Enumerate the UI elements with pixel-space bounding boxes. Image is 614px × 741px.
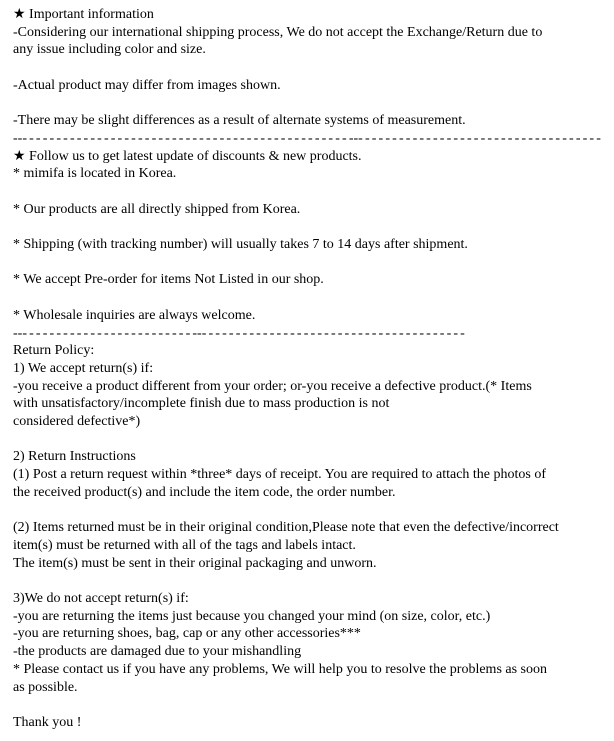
text-line <box>13 254 614 272</box>
text-line: item(s) must be returned with all of the tags and labels intact. <box>13 537 356 553</box>
section-separator-bottom <box>13 325 614 343</box>
text-line: with unsatisfactory/incomplete finish due to mass production is not <box>13 396 390 412</box>
text-line: * mimifa is located in Korea. <box>13 166 177 182</box>
text-line <box>13 431 614 449</box>
text-line <box>13 218 614 236</box>
text-line: Return Policy: <box>13 343 95 359</box>
text-line: -you are returning the items just because you changed your mind (on size, color, etc.) <box>13 608 491 624</box>
text-line: -the products are damaged due to your mishandling <box>13 644 302 660</box>
text-line: (1) Post a return request within *three* days of receipt. You are required to attach the photos of <box>13 467 547 483</box>
document-body <box>13 6 614 732</box>
section-store-info <box>13 148 614 325</box>
text-line: 2) Return Instructions <box>13 449 136 465</box>
text-line: -There may be slight differences as a result of alternate systems of measurement. <box>13 113 466 129</box>
text-line: the received product(s) and include the item code, the order number. <box>13 484 396 500</box>
text-line: -you receive a product different from your order; or-you receive a defective product.(* Items <box>13 378 532 394</box>
separator-line: --- - - - - - - - - - - - - - - - - - - - - - - - - --- - - - - - - - - - - - - - - - - - - - - - - - - - - - - - - - - - - - - - - <box>13 325 465 341</box>
text-line: * Please contact us if you have any problems, We will help you to resolve the problems as soon <box>13 661 548 677</box>
text-line: considered defective*) <box>13 414 141 430</box>
text-line: -Actual product may differ from images shown. <box>13 77 281 93</box>
text-line: * Wholesale inquiries are always welcome. <box>13 307 256 323</box>
text-line <box>13 95 614 113</box>
text-line <box>13 572 614 590</box>
text-line <box>13 502 614 520</box>
text-line: * Our products are all directly shipped from Korea. <box>13 201 301 217</box>
text-line: 1) We accept return(s) if: <box>13 360 154 376</box>
text-line <box>13 289 614 307</box>
text-line: (2) Items returned must be in their original condition,Please note that even the defective/incorrect <box>13 520 559 536</box>
text-line <box>13 183 614 201</box>
text-line: 3)We do not accept return(s) if: <box>13 591 189 607</box>
text-line: * Shipping (with tracking number) will usually takes 7 to 14 days after shipment. <box>13 237 468 253</box>
text-line: ★ Follow us to get latest update of discounts & new products. <box>13 148 362 164</box>
text-line: The item(s) must be sent in their original packaging and unworn. <box>13 555 377 571</box>
text-line: any issue including color and size. <box>13 42 206 58</box>
text-line: -you are returning shoes, bag, cap or any other accessories*** <box>13 626 361 642</box>
text-line <box>13 696 614 714</box>
separator-line: --- - - - - - - - - - - - - - - - - - - - - - - - - - - - - - - - - - - - - - - - - - - - - - - - --- - - - - - - - - - - - - - - - - - - - - - - - - - - - - - - - - - - - <box>13 130 601 146</box>
text-line: * We accept Pre-order for items Not Listed in our shop. <box>13 272 324 288</box>
text-line: -Considering our international shipping process, We do not accept the Exchange/Return due to <box>13 24 543 40</box>
section-return-policy <box>13 342 614 731</box>
text-line: Thank you ! <box>13 714 82 730</box>
section-important-information <box>13 6 614 130</box>
text-line: as possible. <box>13 679 78 695</box>
text-line: ★ Important information <box>13 7 154 22</box>
section-separator-top <box>13 130 614 148</box>
text-line <box>13 59 614 77</box>
